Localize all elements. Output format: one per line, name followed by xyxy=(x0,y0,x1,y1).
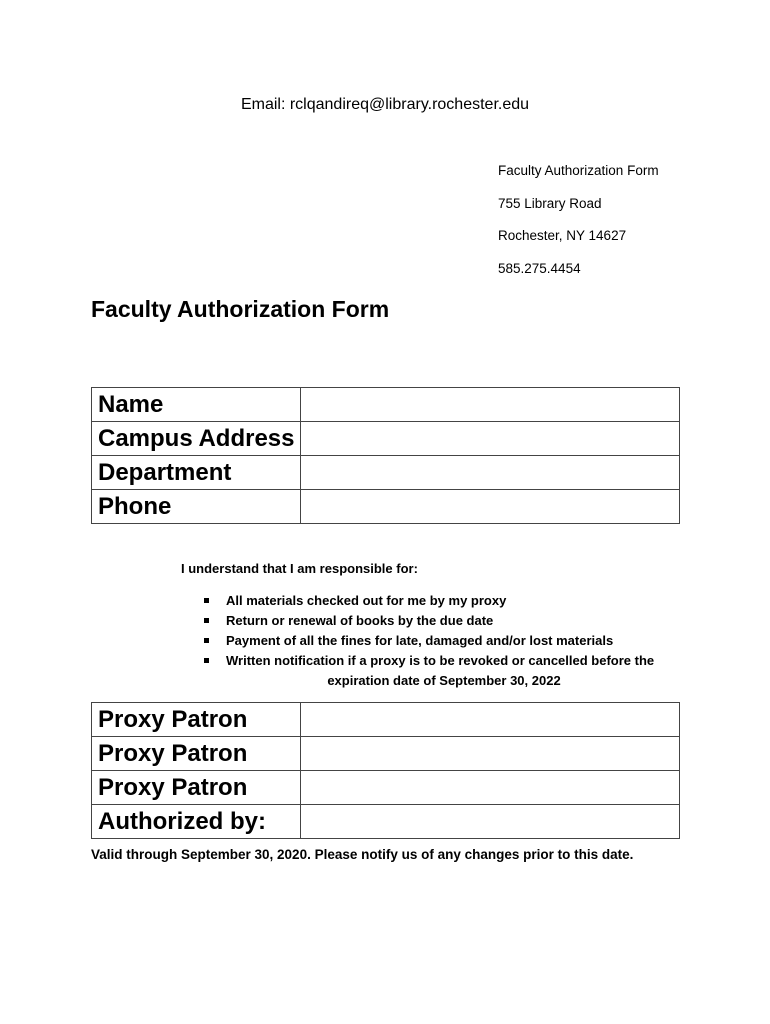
proxy-patron-field-2[interactable] xyxy=(301,737,680,771)
list-item xyxy=(204,651,684,691)
phone-field[interactable] xyxy=(301,490,680,524)
address-phone: 585.275.4454 xyxy=(498,261,581,276)
list-item-text: Return or renewal of books by the due date xyxy=(226,613,494,628)
campus-address-field[interactable] xyxy=(301,422,680,456)
name-field[interactable] xyxy=(301,388,680,422)
field-label-phone: Phone xyxy=(92,490,301,524)
address-city: Rochester, NY 14627 xyxy=(498,228,627,243)
department-field[interactable] xyxy=(301,456,680,490)
contact-email: Email: rclqandireq@library.rochester.edu xyxy=(240,96,530,113)
bullet-square-icon xyxy=(204,618,209,623)
field-label-proxy-patron: Proxy Patron xyxy=(92,703,301,737)
list-item-text: Written notification if a proxy is to be revoked or cancelled before the xyxy=(226,653,655,668)
table-row xyxy=(92,422,680,456)
proxy-patron-field-1[interactable] xyxy=(301,703,680,737)
bullet-square-icon xyxy=(204,638,209,643)
list-item xyxy=(204,631,684,651)
proxy-table xyxy=(91,702,680,839)
field-label-campus-address: Campus Address xyxy=(92,422,301,456)
list-item-text: Payment of all the fines for late, damaged and/or lost materials xyxy=(226,633,614,648)
table-row xyxy=(92,703,680,737)
field-label-department: Department xyxy=(92,456,301,490)
field-label-name: Name xyxy=(92,388,301,422)
table-row xyxy=(92,737,680,771)
field-label-authorized-by: Authorized by: xyxy=(92,805,301,839)
table-row xyxy=(92,388,680,422)
bullet-square-icon xyxy=(204,658,209,663)
address-street: 755 Library Road xyxy=(498,196,602,211)
validity-note: Valid through September 30, 2020. Please notify us of any changes prior to this date. xyxy=(91,847,634,862)
list-item xyxy=(204,611,684,631)
page-title: Faculty Authorization Form xyxy=(91,296,390,322)
address-form-name: Faculty Authorization Form xyxy=(498,163,659,178)
responsibility-intro: I understand that I am responsible for: xyxy=(181,561,418,576)
faculty-info-table xyxy=(91,387,680,524)
table-row xyxy=(92,805,680,839)
bullet-square-icon xyxy=(204,598,209,603)
proxy-patron-field-3[interactable] xyxy=(301,771,680,805)
table-row xyxy=(92,456,680,490)
table-row xyxy=(92,490,680,524)
responsibility-list xyxy=(204,591,684,691)
list-item xyxy=(204,591,684,611)
list-item-continuation: expiration date of September 30, 2022 xyxy=(327,673,561,688)
authorized-by-field[interactable] xyxy=(301,805,680,839)
field-label-proxy-patron: Proxy Patron xyxy=(92,771,301,805)
table-row xyxy=(92,771,680,805)
field-label-proxy-patron: Proxy Patron xyxy=(92,737,301,771)
list-item-text: All materials checked out for me by my proxy xyxy=(226,593,507,608)
